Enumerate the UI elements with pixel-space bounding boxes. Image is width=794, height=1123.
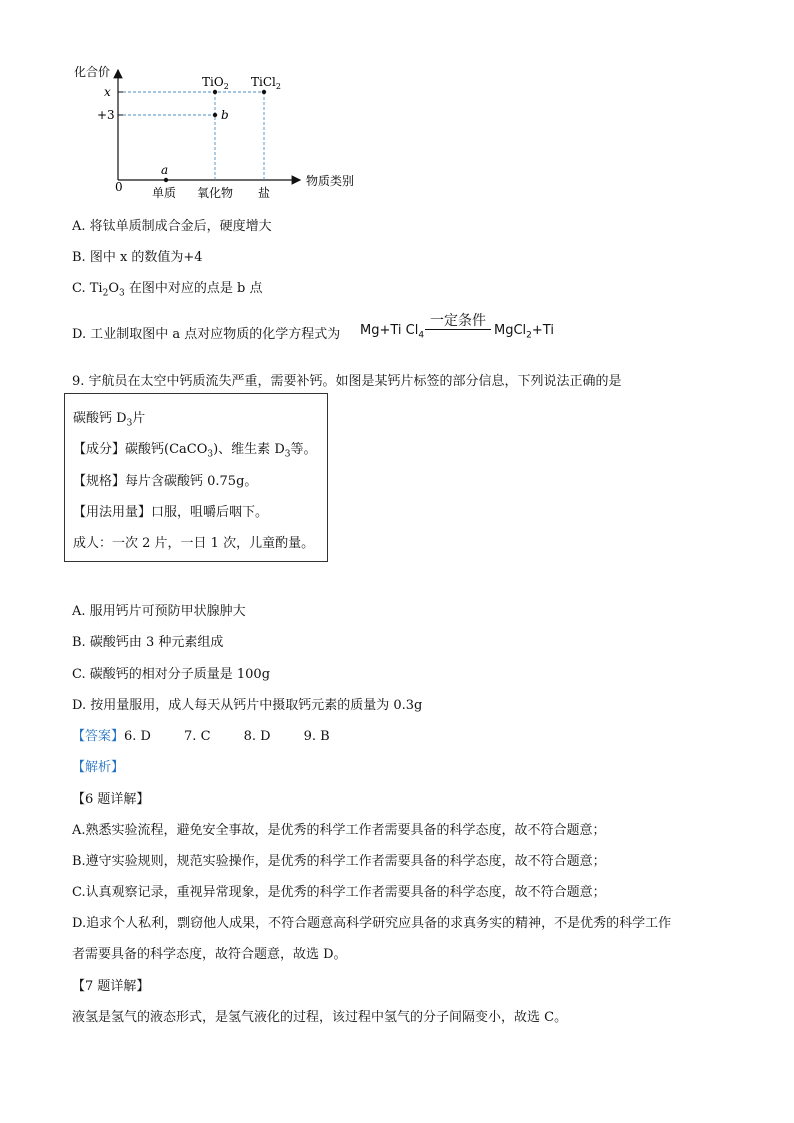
label-ingredients: 【成分】碳酸钙(CaCO$_3$)、维生素 $D_3$等。 [73,442,317,460]
x-axis-label: 物质类别 [306,174,355,188]
q8-option-d: D. 工业制取图中 a 点对应物质的化学方程式为 [72,327,341,342]
point-a-label: a [161,163,169,177]
y-tick-label: +3 [97,108,115,122]
q6-analysis-d1: D.追求个人私利，剽窃他人成果，不符合题意高科学研究应具备的求真务实的精神，不是优秀的科学工作 [72,916,672,931]
x-tick-label: 单质 [152,186,177,200]
point-tio2 [213,90,217,94]
q6-analysis-a: A.熟悉实验流程，避免安全事故，是优秀的科学工作者需要具备的科学态度，故不符合题意； [72,823,606,838]
valence-chart [60,60,380,200]
q9-option-b: B. 碳酸钙由 3 种元素组成 [72,635,224,650]
q6-analysis-b: B.遵守实验规则，规范实验操作，是优秀的科学工作者需要具备的科学态度，故不符合题意； [72,854,606,869]
q9-option-d: D. 按用量服用，成人每天从钙片中摄取钙元素的质量为 0.3g [72,698,423,713]
point-a [164,178,168,182]
x-tick-label: 盐 [258,186,271,200]
point-tio2-label: TiO$_2$ [202,75,229,91]
point-ticl2 [262,90,266,94]
q6-heading: 【6 题详解】 [72,792,150,807]
y-tick-marks [118,92,123,115]
label-title: 碳酸钙 $D_3$片 [73,411,146,429]
label-usage: 【用法用量】口服，咀嚼后咽下。 [73,505,269,520]
answer-text: 6. D 7. C 8. D 9. B [124,729,330,744]
label-dosage: 成人：一次 2 片，一日 1 次，儿童酌量。 [73,536,315,551]
q8-equation-condition: 一定条件 [425,310,491,330]
q9-option-c: C. 碳酸钙的相对分子质量是 100g [72,667,271,682]
q8-equation-lhs: Mg+Ti $Cl_4$ [360,323,425,341]
q8-equation-rhs: MgCl$_2$+Ti [494,323,554,341]
q8-option-a: A. 将钛单质制成合金后，硬度增大 [72,219,272,234]
point-b-label: b [221,108,229,122]
label-spec: 【规格】每片含碳酸钙 0.75g。 [73,474,258,489]
point-ticl2-label: TiCl$_2$ [251,75,281,91]
calcium-label-box [64,393,328,562]
y-axis-label: 化合价 [74,65,111,79]
q9-option-a: A. 服用钙片可预防甲状腺肿大 [72,604,246,619]
q7-heading: 【7 题详解】 [72,979,150,994]
answer-line [72,725,330,744]
q8-option-c: C. $Ti_2O_3$ 在图中对应的点是 b 点 [72,281,263,299]
q9-stem: 9. 宇航员在太空中钙质流失严重，需要补钙。如图是某钙片标签的部分信息，下列说法正确的是 [72,374,622,389]
x-tick-label: 氧化物 [197,186,234,200]
q8-option-b: B. 图中 x 的数值为+4 [72,250,203,265]
y-tick-label: x [104,85,111,99]
answer-label: 【答案】 [72,729,125,744]
q6-analysis-d2: 者需要具备的科学态度，故符合题意，故选 D。 [72,947,347,962]
q6-analysis-c: C.认真观察记录，重视异常现象，是优秀的科学工作者需要具备的科学态度，故不符合题意； [72,885,606,900]
point-b [213,113,217,117]
guide-lines [118,92,264,180]
origin-label: 0 [115,180,123,194]
q7-analysis: 液氢是氢气的液态形式，是氢气液化的过程，该过程中氢气的分子间隔变小，故选 C。 [72,1010,568,1025]
analysis-label: 【解析】 [72,760,125,775]
